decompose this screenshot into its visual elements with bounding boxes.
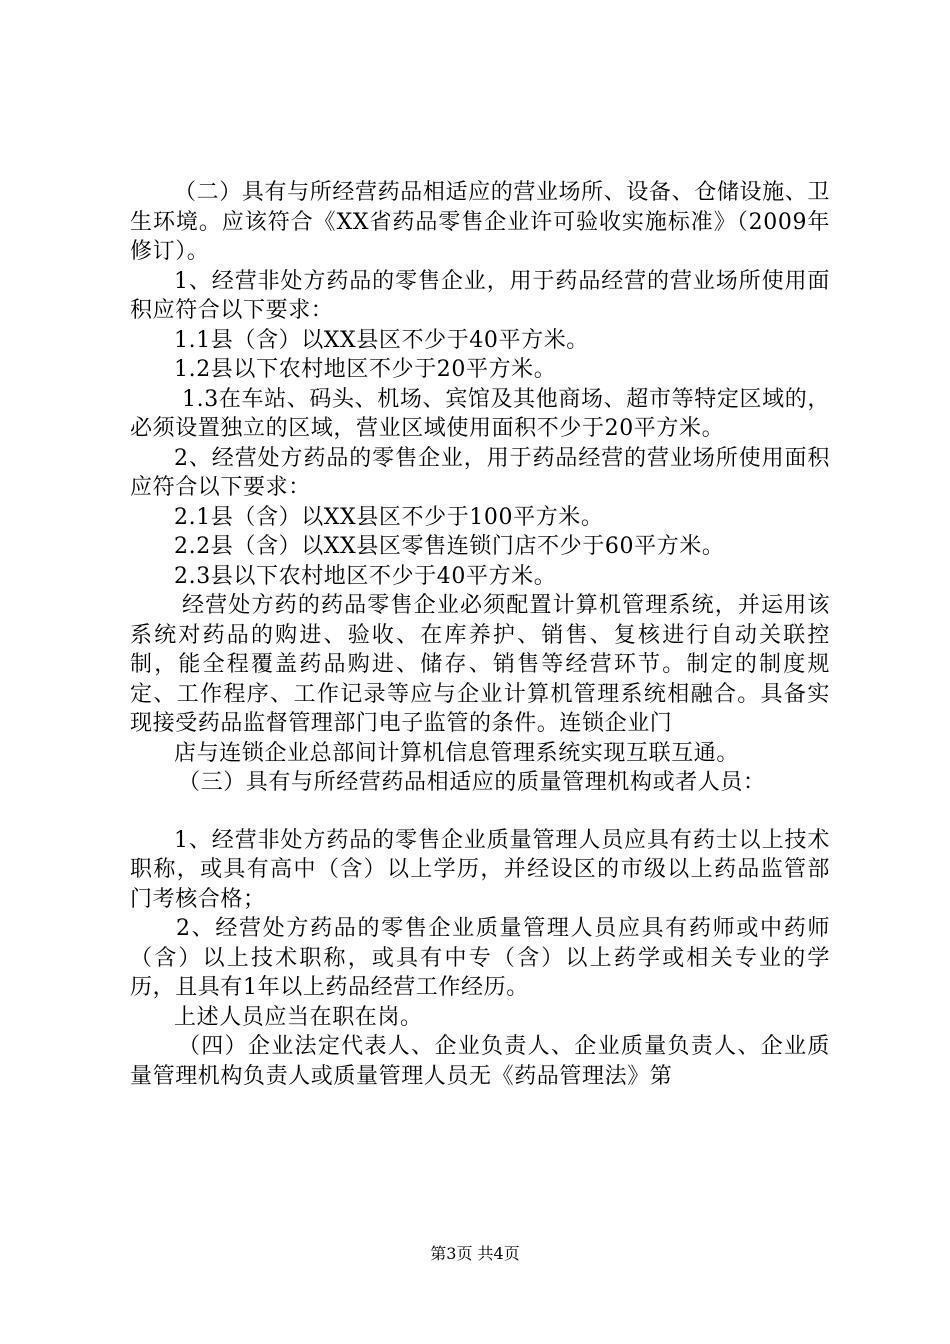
paragraph-quality-staff-otc: 1、经营非处方药品的零售企业质量管理人员应具有药士以上技术职称，或具有高中（含）以上学历，并经设区的市级以上药品监管部门考核合格； [130,827,830,912]
paragraph-item-1-2: 1.2县以下农村地区不少于20平方米。 [174,357,557,382]
paragraph-item-2-3: 2.3县以下农村地区不少于40平方米。 [174,563,557,589]
paragraph-section-3-heading: （三）具有与所经营药品相适应的质量管理机构或者人员： [178,770,766,795]
paragraph-computer-system: 经营处方药的药品零售企业必须配置计算机管理系统，并运用该系统对药品的购进、验收、在库养护、销售、复核进行自动关联控制，能全程覆盖药品购进、储存、销售等经营环节。制定的制度规定、工作程序、工作记录等应与企业计算机管理系统相融合。具备实现接受药品监督管理部门电子监管的条件。连锁企业门 [130,593,830,736]
paragraph-item-2-1: 2.1县（含）以XX县区不少于100平方米。 [174,504,604,530]
paragraph-item-1-1: 1.1县（含）以XX县区不少于40平方米。 [174,327,589,353]
paragraph-spacer [130,798,830,826]
paragraph-quality-staff-rx: 2、经营处方药品的零售企业质量管理人员应具有药师或中药师（含）以上技术职称，或具有中专（含）以上药学或相关专业的学历，且具有1年以上药品经营工作经历。 [130,916,830,1000]
paragraph-on-duty: 上述人员应当在职在岗。 [174,1004,423,1030]
paragraph-section-2-heading: （二）具有与所经营药品相适应的营业场所、设备、仓储设施、卫生环境。应该符合《XX省药品零售企业许可验收实施标准》（2009年修订）。 [130,180,830,264]
paragraph-item-2-2: 2.2县（含）以XX县区零售连锁门店不少于60平方米。 [174,534,725,559]
paragraph-item-2: 2、经营处方药品的零售企业，用于药品经营的营业场所使用面积应符合以下要求： [130,445,830,500]
document-body [130,178,830,1091]
paragraph-item-1: 1、经营非处方药品的零售企业，用于药品经营的营业场所使用面积应符合以下要求： [130,268,830,323]
paragraph-item-1-3: 1.3在车站、码头、机场、宾馆及其他商场、超市等特定区域的，必须设置独立的区域，营业区域使用面积不少于20平方米。 [130,386,830,441]
paragraph-section-4-heading: （四）企业法定代表人、企业负责人、企业质量负责人、企业质量管理机构负责人或质量管理人员无《药品管理法》第 [130,1034,830,1089]
paragraph-chain-stores: 店与连锁企业总部间计算机信息管理系统实现互联互通。 [174,740,740,766]
page-number-footer: 第3页 共4页 [430,1244,520,1263]
